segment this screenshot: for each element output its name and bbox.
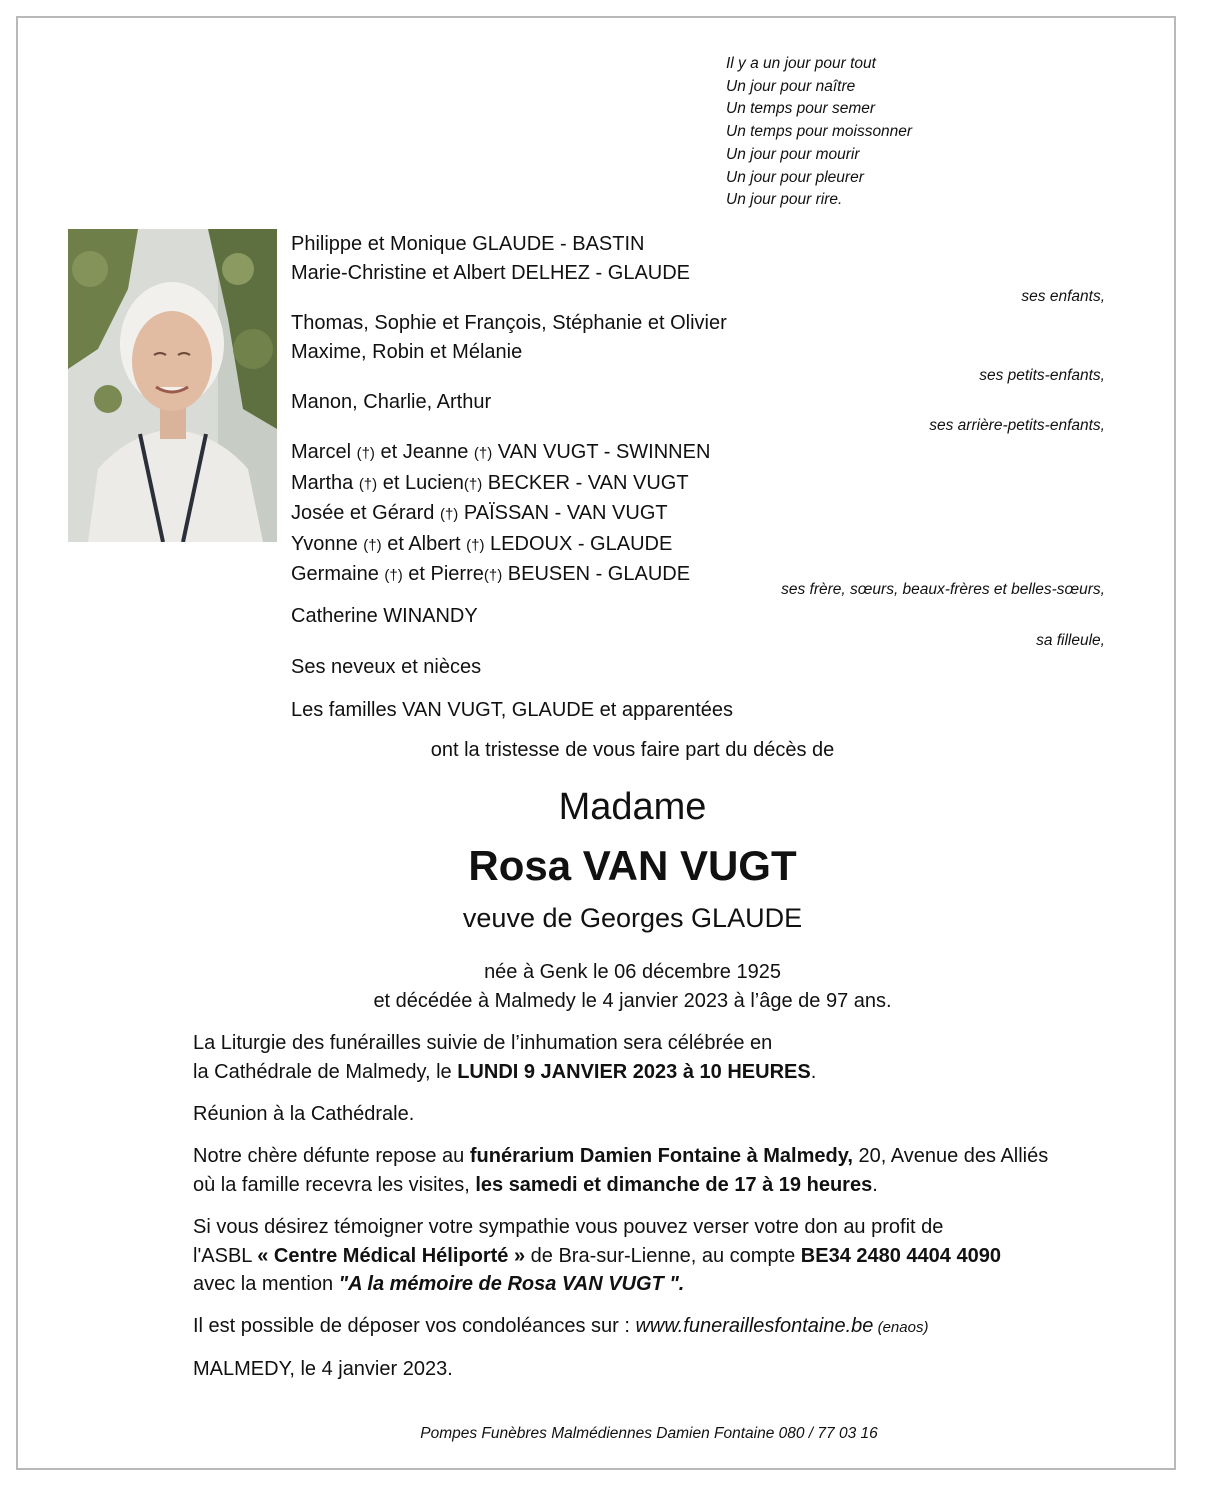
children-names [291, 230, 690, 287]
poem-line: Il y a un jour pour tout [726, 55, 876, 72]
great-grandchildren-names [291, 388, 491, 417]
family-line: Marcel (†) et Jeanne (†) VAN VUGT - SWINNEN [291, 441, 711, 463]
service-datetime: LUNDI 9 JANVIER 2023 à 10 HEURES [457, 1060, 811, 1083]
deceased-dagger: (†) [439, 506, 459, 523]
birth-line: née à Genk le 06 décembre 1925 [484, 961, 781, 983]
family-line: Marie-Christine et Albert DELHEZ - GLAUDE [291, 261, 691, 284]
birth-death [0, 958, 1215, 1015]
great-grandchildren-role: ses arrière-petits-enfants, [929, 417, 1105, 434]
charity-name: « Centre Médical Héliporté » [257, 1244, 526, 1267]
poem-line: Un temps pour moissonner [726, 123, 913, 141]
deceased-dagger: (†) [363, 536, 382, 554]
funeral-home-paragraph: Notre chère défunte repose au funérarium Damien Fontaine à Malmedy, 20, Avenue des Alliés où la famille recevra les visites, les samedi et dimanche de 17 à 19 heures. [193, 1145, 1049, 1196]
deceased-name: Rosa VAN VUGT [468, 842, 797, 889]
siblings-names [291, 438, 710, 591]
portrait-photo [68, 229, 277, 542]
poem-line: Un jour pour rire. [726, 191, 843, 209]
family-line: Germaine (†) et Pierre(†) BEUSEN - GLAUDE [291, 563, 691, 585]
funeral-home-name: funérarium Damien Fontaine à Malmedy, [469, 1145, 853, 1167]
donation-mention: "A la mémoire de Rosa VAN VUGT ". [338, 1273, 685, 1295]
family-line: Manon, Charlie, Arthur [291, 391, 492, 413]
poem-line: Un jour pour mourir [726, 145, 860, 163]
family-line: Yvonne (†) et Albert (†) LEDOUX - GLAUDE [291, 532, 673, 555]
poem-line: Un jour pour pleurer [726, 168, 864, 186]
family-line: Catherine WINANDY [291, 605, 478, 627]
family-line: Josée et Gérard (†) PAÏSSAN - VAN VUGT [291, 502, 668, 524]
poem-line: Un temps pour semer [726, 100, 876, 118]
deceased-dagger: (†) [358, 475, 378, 493]
deceased-dagger: (†) [356, 445, 375, 462]
deceased-dagger: (†) [384, 567, 403, 584]
nephews-line: Ses neveux et nièces [291, 656, 482, 678]
deceased-dagger: (†) [473, 445, 493, 462]
deceased-dagger: (†) [483, 567, 503, 584]
death-line: et décédée à Malmedy le 4 janvier 2023 à l’âge de 97 ans. [373, 989, 892, 1012]
announcement-text: ont la tristesse de vous faire part du décès de [430, 739, 835, 761]
poem [726, 53, 912, 212]
family-line: Philippe et Monique GLAUDE - BASTIN [291, 233, 645, 255]
children-role: ses enfants, [1021, 288, 1105, 305]
reunion-line: Réunion à la Cathédrale. [193, 1103, 415, 1125]
poem-line: Un jour pour naître [726, 77, 856, 95]
condolences-line: Il est possible de déposer vos condoléances sur : www.funeraillesfontaine.be (enaos) [193, 1315, 929, 1337]
family-line: Martha (†) et Lucien(†) BECKER - VAN VUGT [291, 471, 689, 494]
grandchildren-role: ses petits-enfants, [979, 367, 1105, 384]
family-line: Maxime, Robin et Mélanie [291, 340, 523, 363]
portrait-image [68, 229, 277, 542]
visiting-hours: les samedi et dimanche de 17 à 19 heures [475, 1173, 873, 1196]
honorific: Madame [558, 786, 707, 828]
bank-account: BE34 2480 4404 4090 [800, 1244, 1001, 1267]
family-line: Thomas, Sophie et François, Stéphanie et Olivier [291, 312, 727, 334]
place-date: MALMEDY, le 4 janvier 2023. [193, 1358, 453, 1380]
grandchildren-names [291, 309, 727, 366]
widow-of: veuve de Georges GLAUDE [462, 903, 803, 933]
deceased-dagger: (†) [466, 536, 485, 554]
siblings-role: ses frère, sœurs, beaux-frères et belles-sœurs, [781, 581, 1105, 598]
goddaughter-role: sa filleule, [1036, 632, 1105, 649]
donation-paragraph: Si vous désirez témoigner votre sympathie vous pouvez verser votre don au profit de l'ASBL « Centre Médical Héliporté » de Bra-sur-Lienne, au compte BE34 2480 4404 4090 avec la mention "A la mémoire de Rosa VAN VUGT ". [193, 1216, 1001, 1295]
deceased-dagger: (†) [463, 475, 483, 493]
families-line: Les familles VAN VUGT, GLAUDE et apparentées [291, 699, 734, 721]
goddaughter-name [291, 602, 478, 631]
condolences-link[interactable]: www.funeraillesfontaine.be [635, 1315, 874, 1337]
liturgy-paragraph: La Liturgie des funérailles suivie de l’inhumation sera célébrée en la Cathédrale de Malmedy, le LUNDI 9 JANVIER 2023 à 10 HEURES. [193, 1032, 817, 1083]
funeral-home-footer: Pompes Funèbres Malmédiennes Damien Fontaine 080 / 77 03 16 [420, 1425, 878, 1442]
